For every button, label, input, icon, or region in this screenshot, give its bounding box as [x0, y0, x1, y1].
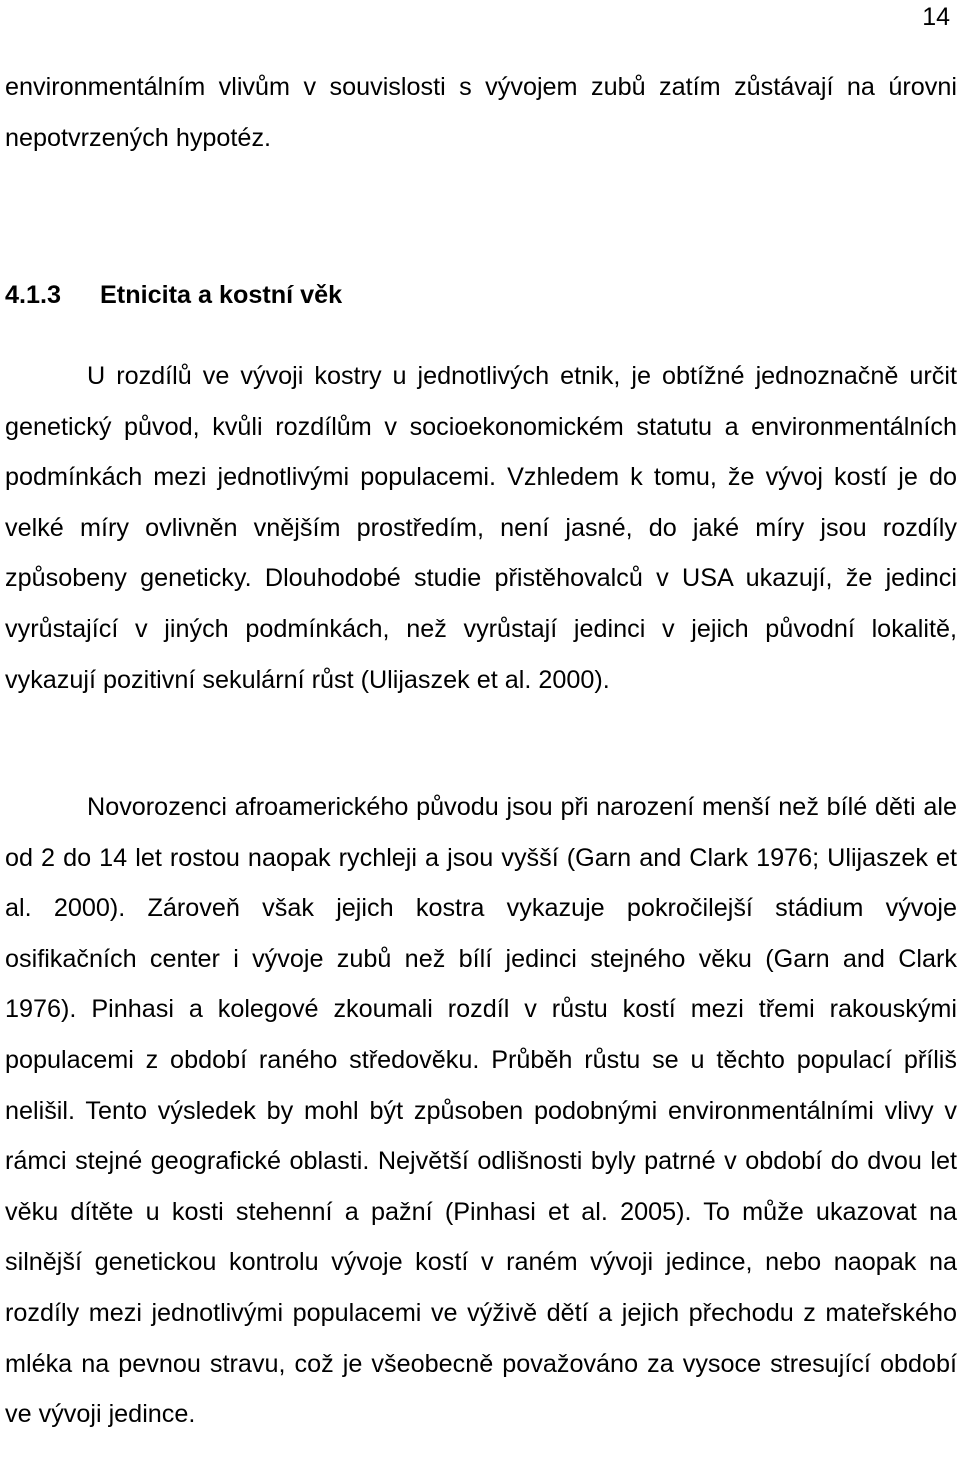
page-number: 14 [922, 3, 950, 31]
section-title: Etnicita a kostní věk [100, 281, 343, 309]
paragraph-ethnicity-skeleton: U rozdílů ve vývoji kostry u jednotlivých etnik, je obtížné jednoznačně určit genetický původ, kvůli rozdílům v socioekonomickém statutu a environmentálních podmínkách mezi jednotlivými populacemi. Vzhledem k tomu, že vývoj kostí je do velké míry ovlivněn vnějším prostředím, není jasné, do jaké míry jsou rozdíly způsobeny geneticky. Dlouhodobé studie přistěhovalců v USA ukazují, že jedinci vyrůstající v jiných podmínkách, než vyrůstají jedinci v jejich původní lokalitě, vykazují pozitivní sekulární růst (Ulijaszek et al. 2000). [5, 362, 957, 694]
continued-paragraph: environmentálním vlivům v souvislosti s vývojem zubů zatím zůstávají na úrovni nepotvrzených hypotéz. [5, 73, 957, 152]
paragraph-newborns: Novorozenci afroamerického původu jsou při narození menší než bílé děti ale od 2 do 14 let rostou naopak rychleji a jsou vyšší (Garn and Clark 1976; Ulijaszek et al. 2000). Zároveň však jejich kostra vykazuje pokročilejší stádium vývoje osifikačních center i vývoje zubů než bílí jedinci stejného věku (Garn and Clark 1976). Pinhasi a kolegové zkoumali rozdíl v růstu kostí mezi třemi rakouskými populacemi z období raného středověku. Průběh růstu se u těchto populací příliš nelišil. Tento výsledek by mohl být způsoben podobnými environmentálními vlivy v rámci stejné geografické oblasti. Největší odlišnosti byly patrné v období do dvou let věku dítěte u kosti stehenní a pažní (Pinhasi et al. 2005). To může ukazovat na silnější genetickou kontrolu vývoje kostí v raném vývoji jedince, nebo naopak na rozdíly mezi jednotlivými populacemi ve výživě dětí a jejich přechodu z mateřského mléka na pevnou stravu, což je všeobecně považováno za vysoce stresující období ve vývoji jedince. [5, 793, 957, 1429]
section-number: 4.1.3 [5, 281, 62, 309]
section-heading [5, 270, 342, 320]
